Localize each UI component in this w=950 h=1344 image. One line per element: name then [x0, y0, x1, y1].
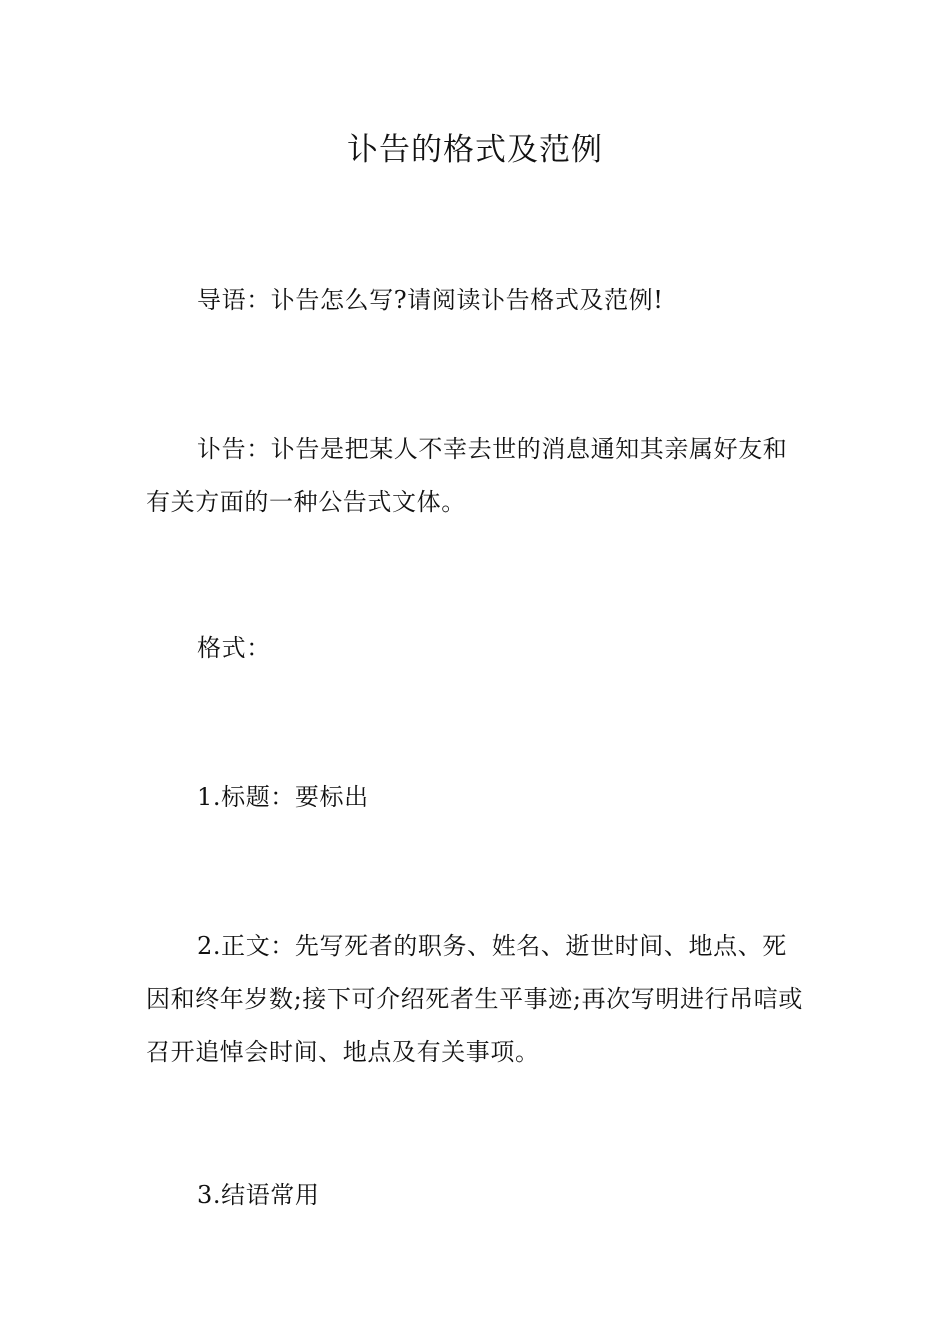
definition-paragraph: 讣告：讣告是把某人不幸去世的消息通知其亲属好友和有关方面的一种公告式文体。	[146, 435, 788, 516]
format-item-title: 1.标题：要标出	[197, 783, 369, 811]
format-item-closing: 3.结语常用	[197, 1181, 320, 1209]
intro-paragraph: 导语：讣告怎么写?请阅读讣告格式及范例!	[197, 286, 664, 314]
format-item-body: 2.正文：先写死者的职务、姓名、逝世时间、地点、死因和终年岁数;接下可介绍死者生平事迹;再次写明进行吊唁或召开追悼会时间、地点及有关事项。	[146, 932, 803, 1066]
document-title: 讣告的格式及范例	[347, 132, 603, 168]
format-heading: 格式：	[197, 634, 271, 662]
